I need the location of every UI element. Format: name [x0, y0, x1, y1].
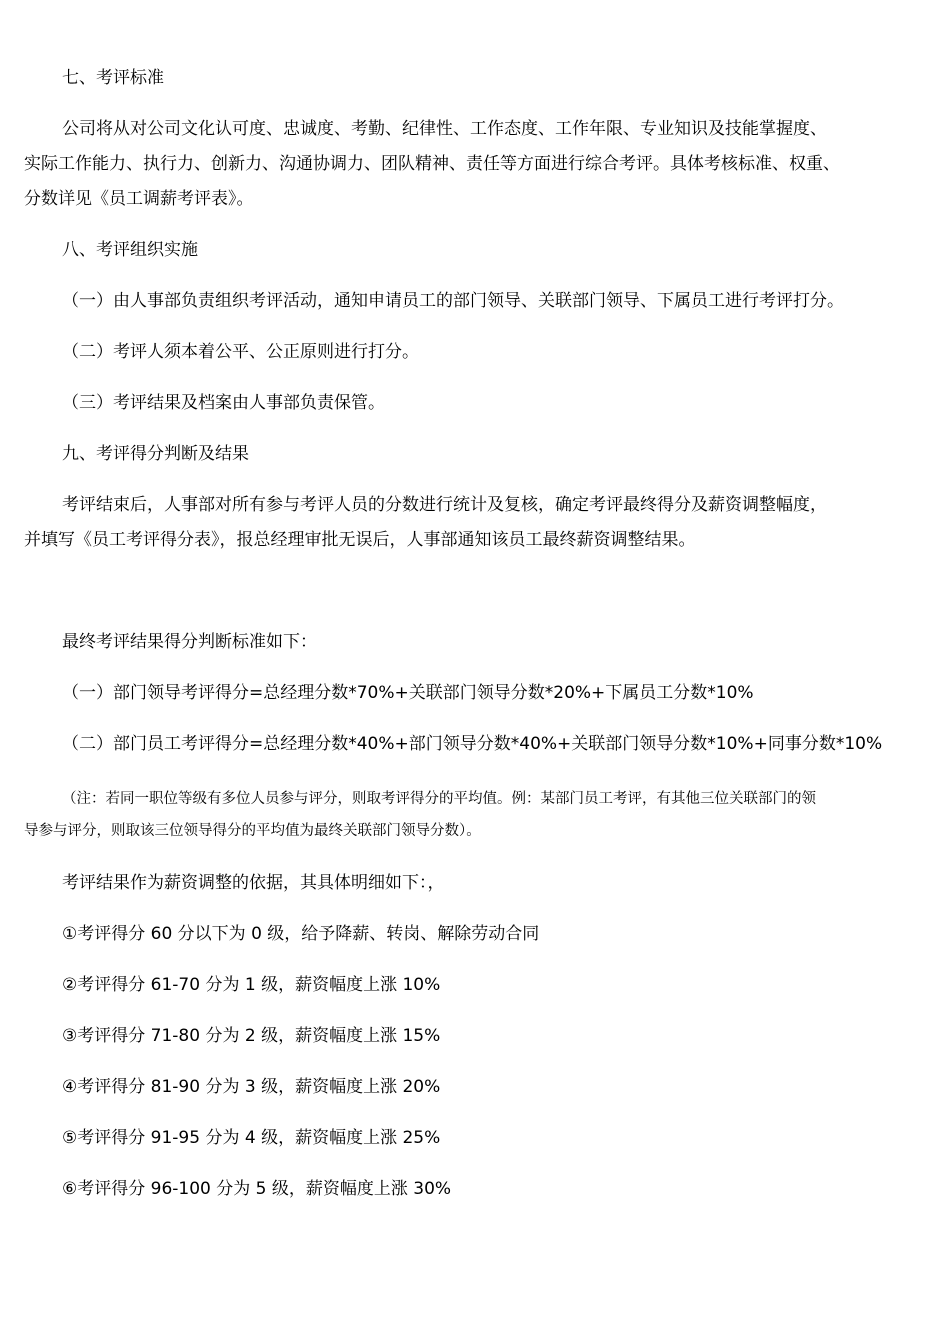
note-line-2: 导参与评分，则取该三位领导得分的平均值为最终关联部门领导分数）。: [24, 823, 481, 839]
level-item-3: ④考评得分 81-90 分为 3 级，薪资幅度上涨 20%: [62, 1077, 441, 1097]
section8-item-1: （一）由人事部负责组织考评活动，通知申请员工的部门领导、关联部门领导、下属员工进行考评打分。: [62, 291, 844, 311]
level-item-5: ⑥考评得分 96-100 分为 5 级，薪资幅度上涨 30%: [62, 1179, 452, 1199]
section9-heading: 九、考评得分判断及结果: [62, 444, 249, 464]
section7-body-line-3: 分数详见《员工调薪考评表》。: [24, 189, 254, 209]
criteria-item-1: （一）部门领导考评得分=总经理分数*70%+关联部门领导分数*20%+下属员工分数*10%: [62, 683, 754, 703]
section7-body-line-1: 公司将从对公司文化认可度、忠诚度、考勤、纪律性、工作态度、工作年限、专业知识及技能掌握度、: [62, 119, 827, 139]
level-item-1: ②考评得分 61-70 分为 1 级，薪资幅度上涨 10%: [62, 975, 441, 995]
section7-heading: 七、考评标准: [62, 68, 164, 88]
result-intro: 考评结果作为薪资调整的依据，其具体明细如下：，: [62, 873, 445, 893]
level-item-0: ①考评得分 60 分以下为 0 级，给予降薪、转岗、解除劳动合同: [62, 924, 540, 944]
section8-heading: 八、考评组织实施: [62, 240, 198, 260]
level-item-2: ③考评得分 71-80 分为 2 级，薪资幅度上涨 15%: [62, 1026, 441, 1046]
section8-item-2: （二）考评人须本着公平、公正原则进行打分。: [62, 342, 419, 362]
section9-body-line-2: 并填写《员工考评得分表》，报总经理审批无误后，人事部通知该员工最终薪资调整结果。: [24, 530, 696, 550]
criteria-item-2: （二）部门员工考评得分=总经理分数*40%+部门领导分数*40%+关联部门领导分数*10%+同事分数*10%: [62, 734, 883, 754]
section8-item-3: （三）考评结果及档案由人事部负责保管。: [62, 393, 385, 413]
section9-body-line-1: 考评结束后，人事部对所有参与考评人员的分数进行统计及复核，确定考评最终得分及薪资调整幅度，: [62, 495, 827, 515]
level-item-4: ⑤考评得分 91-95 分为 4 级，薪资幅度上涨 25%: [62, 1128, 441, 1148]
criteria-intro: 最终考评结果得分判断标准如下：: [62, 632, 317, 652]
section7-body-line-2: 实际工作能力、执行力、创新力、沟通协调力、团队精神、责任等方面进行综合考评。具体考核标准、权重、: [24, 154, 840, 174]
note-line-1: （注：若同一职位等级有多位人员参与评分，则取考评得分的平均值。例：某部门员工考评，有其他三位关联部门的领: [62, 791, 816, 807]
